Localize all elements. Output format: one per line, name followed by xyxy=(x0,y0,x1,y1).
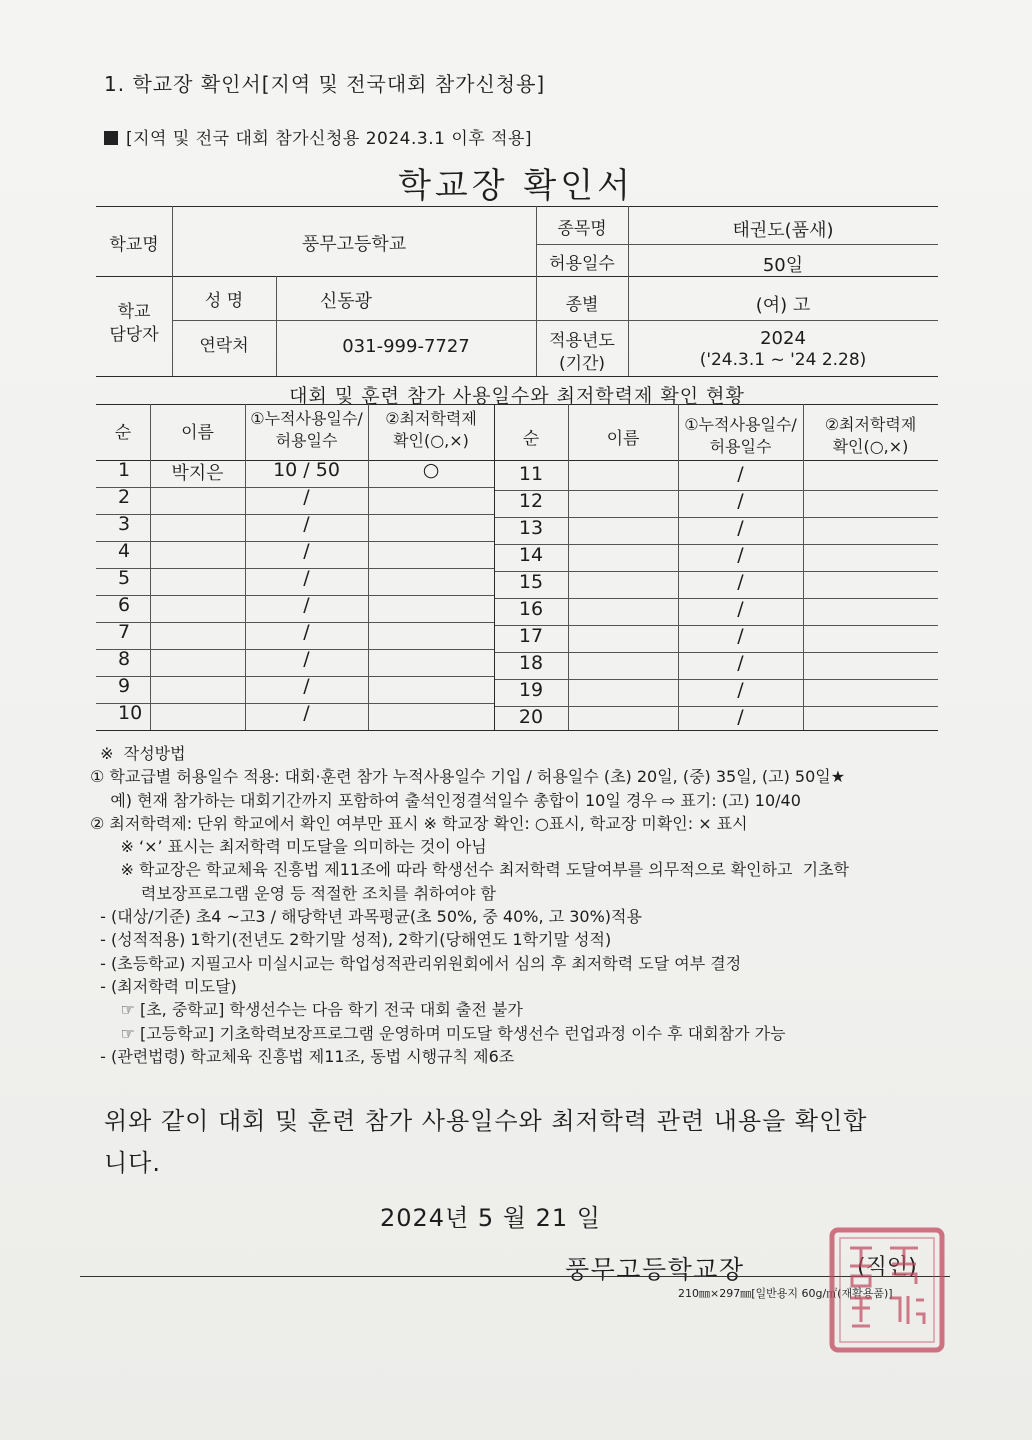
period-value: ('24.3.1 ~ '24 2.28) xyxy=(699,350,867,370)
col-header-no-left: 순 xyxy=(114,423,132,443)
right-row-number-1: 11 xyxy=(518,463,544,485)
principal-title: 풍무고등학교장 xyxy=(565,1255,745,1284)
right-row-days-7: / xyxy=(737,625,744,647)
col-header-name-left: 이름 xyxy=(181,423,214,443)
right-row-number-9: 19 xyxy=(518,679,544,701)
instruction-line: ② 최저학력제: 단위 학교에서 확인 여부만 표시 ※ 학교장 확인: ○표시, 학교장 미확인: × 표시 xyxy=(90,813,748,833)
right-row-days-8: / xyxy=(737,652,744,674)
contact-value: 031-999-7727 xyxy=(342,336,470,357)
right-row-days-1: / xyxy=(737,463,744,485)
square-bullet-icon xyxy=(104,131,118,145)
seal-label: (직인) xyxy=(857,1255,917,1280)
left-row-days-10: / xyxy=(303,702,310,724)
left-row-days-4: / xyxy=(303,540,310,562)
instruction-line: 예) 현재 참가하는 대회기간까지 포함하여 출석인정결석일수 총합이 10일 경우 ⇨ 표기: (고) 10/40 xyxy=(90,790,801,810)
left-row-days-8: / xyxy=(303,648,310,670)
left-row-days-9: / xyxy=(303,675,310,697)
instruction-line: ☞ [고등학교] 기초학력보장프로그램 운영하며 미도달 학생선수 런업과정 이수 후 대회참가 가능 xyxy=(90,1023,786,1043)
left-row-number-7: 7 xyxy=(118,621,131,643)
instruction-line: - (관련법령) 학교체육 진흥법 제11조, 동법 시행규칙 제6조 xyxy=(90,1046,515,1066)
instruction-line: ※ 학교장은 학교체육 진흥법 제11조에 따라 학생선수 최저학력 도달여부를 의무적으로 확인하고 기초학 xyxy=(90,860,850,880)
left-row-name-1: 박지은 xyxy=(171,463,224,484)
col-header-check-right-1: ②최저학력제 xyxy=(824,415,917,434)
right-row-days-3: / xyxy=(737,517,744,539)
school-name-value: 풍무고등학교 xyxy=(301,234,407,255)
instructions xyxy=(90,742,950,1068)
left-row-days-3: / xyxy=(303,513,310,535)
right-row-days-5: / xyxy=(737,571,744,593)
sport-value: 태권도(품새) xyxy=(732,220,834,241)
year-value: 2024 xyxy=(760,328,806,349)
col-header-check-left-1: ②최저학력제 xyxy=(385,409,477,428)
col-header-name-right: 이름 xyxy=(606,429,640,449)
col-header-days-left-2: 허용일수 xyxy=(275,431,338,450)
status-heading: 대회 및 훈련 참가 사용일수와 최저학력제 확인 현황 xyxy=(289,385,745,407)
sport-label: 종목명 xyxy=(557,219,607,239)
left-row-number-8: 8 xyxy=(118,648,131,670)
instruction-line: - (대상/기준) 초4 ~고3 / 해당학년 과목평균(초 50%, 중 40%, 고 30%)적용 xyxy=(90,907,642,927)
left-row-days-7: / xyxy=(303,621,310,643)
manager-label-line1: 학교 xyxy=(117,302,151,322)
section-title: 1. 학교장 확인서[지역 및 전국대회 참가신청용] xyxy=(104,72,546,96)
category-label: 종별 xyxy=(565,295,599,315)
left-row-number-10: 10 xyxy=(118,702,143,724)
col-header-days-right-2: 허용일수 xyxy=(709,437,772,456)
instruction-line: - (초등학교) 지필고사 미실시교는 학업성적관리위원회에서 심의 후 최저학력 도달 여부 결정 xyxy=(90,953,742,973)
document-title: 학교장 확인서 xyxy=(398,166,634,206)
col-header-check-left-2: 확인(○,×) xyxy=(393,431,469,450)
instruction-line: ① 학교급별 허용일수 적용: 대회·훈련 참가 누적사용일수 기입 / 허용일수 (초) 20일, (중) 35일, (고) 50일★ xyxy=(90,767,846,787)
right-row-number-4: 14 xyxy=(518,544,544,566)
instruction-line: ※ ‘×’ 표시는 최저학력 미도달을 의미하는 것이 아님 xyxy=(90,837,487,857)
right-row-number-2: 12 xyxy=(518,490,544,512)
instruction-line: - (최저학력 미도달) xyxy=(90,976,237,996)
category-value: (여) 고 xyxy=(755,295,811,316)
right-row-days-9: / xyxy=(737,679,744,701)
allowed-days-value: 50일 xyxy=(762,255,804,276)
form-subtitle xyxy=(104,124,532,149)
left-row-days-5: / xyxy=(303,567,310,589)
person-name-label: 성 명 xyxy=(204,291,244,311)
right-row-number-3: 13 xyxy=(518,517,544,539)
left-row-days-1: 10 / 50 xyxy=(273,459,340,481)
official-seal-stamp xyxy=(828,1226,946,1354)
right-row-number-7: 17 xyxy=(518,625,544,647)
issue-date: 2024년 5 월 21 일 xyxy=(380,1204,601,1232)
school-name-label: 학교명 xyxy=(109,235,159,255)
right-row-number-6: 16 xyxy=(518,598,544,620)
instruction-line: - (성적적용) 1학기(전년도 2학기말 성적), 2학기(당해연도 1학기말 성적) xyxy=(90,930,612,950)
allowed-days-label: 허용일수 xyxy=(549,254,615,274)
person-name-value: 신동광 xyxy=(319,291,373,312)
manager-label-line2: 담당자 xyxy=(109,325,159,345)
year-label-line2: (기간) xyxy=(558,354,606,374)
left-row-number-6: 6 xyxy=(118,594,131,616)
col-header-days-left-1: ①누적사용일수/ xyxy=(250,409,363,428)
col-header-days-right-1: ①누적사용일수/ xyxy=(684,415,797,434)
form-subtitle-text: [지역 및 전국 대회 참가신청용 2024.3.1 이후 적용] xyxy=(126,129,533,149)
left-row-number-5: 5 xyxy=(118,567,131,589)
right-row-days-6: / xyxy=(737,598,744,620)
right-row-number-10: 20 xyxy=(518,706,544,728)
col-header-check-right-2: 확인(○,×) xyxy=(832,437,909,456)
left-row-days-6: / xyxy=(303,594,310,616)
col-header-no-right: 순 xyxy=(522,429,540,449)
left-row-number-3: 3 xyxy=(118,513,131,535)
year-label-line1: 적용년도 xyxy=(549,331,615,351)
instruction-line: 력보장프로그램 운영 등 적절한 조치를 취하여야 함 xyxy=(90,883,496,903)
right-row-days-4: / xyxy=(737,544,744,566)
instruction-line: ※ 작성방법 xyxy=(90,744,186,763)
paper-spec: 210㎜×297㎜[일반용지 60g/㎡(재활용품)] xyxy=(678,1287,893,1300)
confirmation-text xyxy=(104,1100,867,1184)
left-row-check-1: ○ xyxy=(422,459,440,481)
left-row-days-2: / xyxy=(303,486,310,508)
left-row-number-4: 4 xyxy=(118,540,131,562)
right-row-days-10: / xyxy=(737,706,744,728)
left-row-number-2: 2 xyxy=(118,486,131,508)
contact-label: 연락처 xyxy=(199,336,249,356)
right-row-days-2: / xyxy=(737,490,744,512)
left-row-number-1: 1 xyxy=(118,459,131,481)
confirmation-line1: 위와 같이 대회 및 훈련 참가 사용일수와 최저학력 관련 내용을 확인합 xyxy=(104,1107,868,1135)
instruction-line: ☞ [초, 중학교] 학생선수는 다음 학기 전국 대회 출전 불가 xyxy=(90,1000,523,1020)
confirmation-line2: 니다. xyxy=(104,1149,161,1177)
left-row-number-9: 9 xyxy=(118,675,131,697)
right-row-number-5: 15 xyxy=(518,571,544,593)
right-row-number-8: 18 xyxy=(518,652,544,674)
